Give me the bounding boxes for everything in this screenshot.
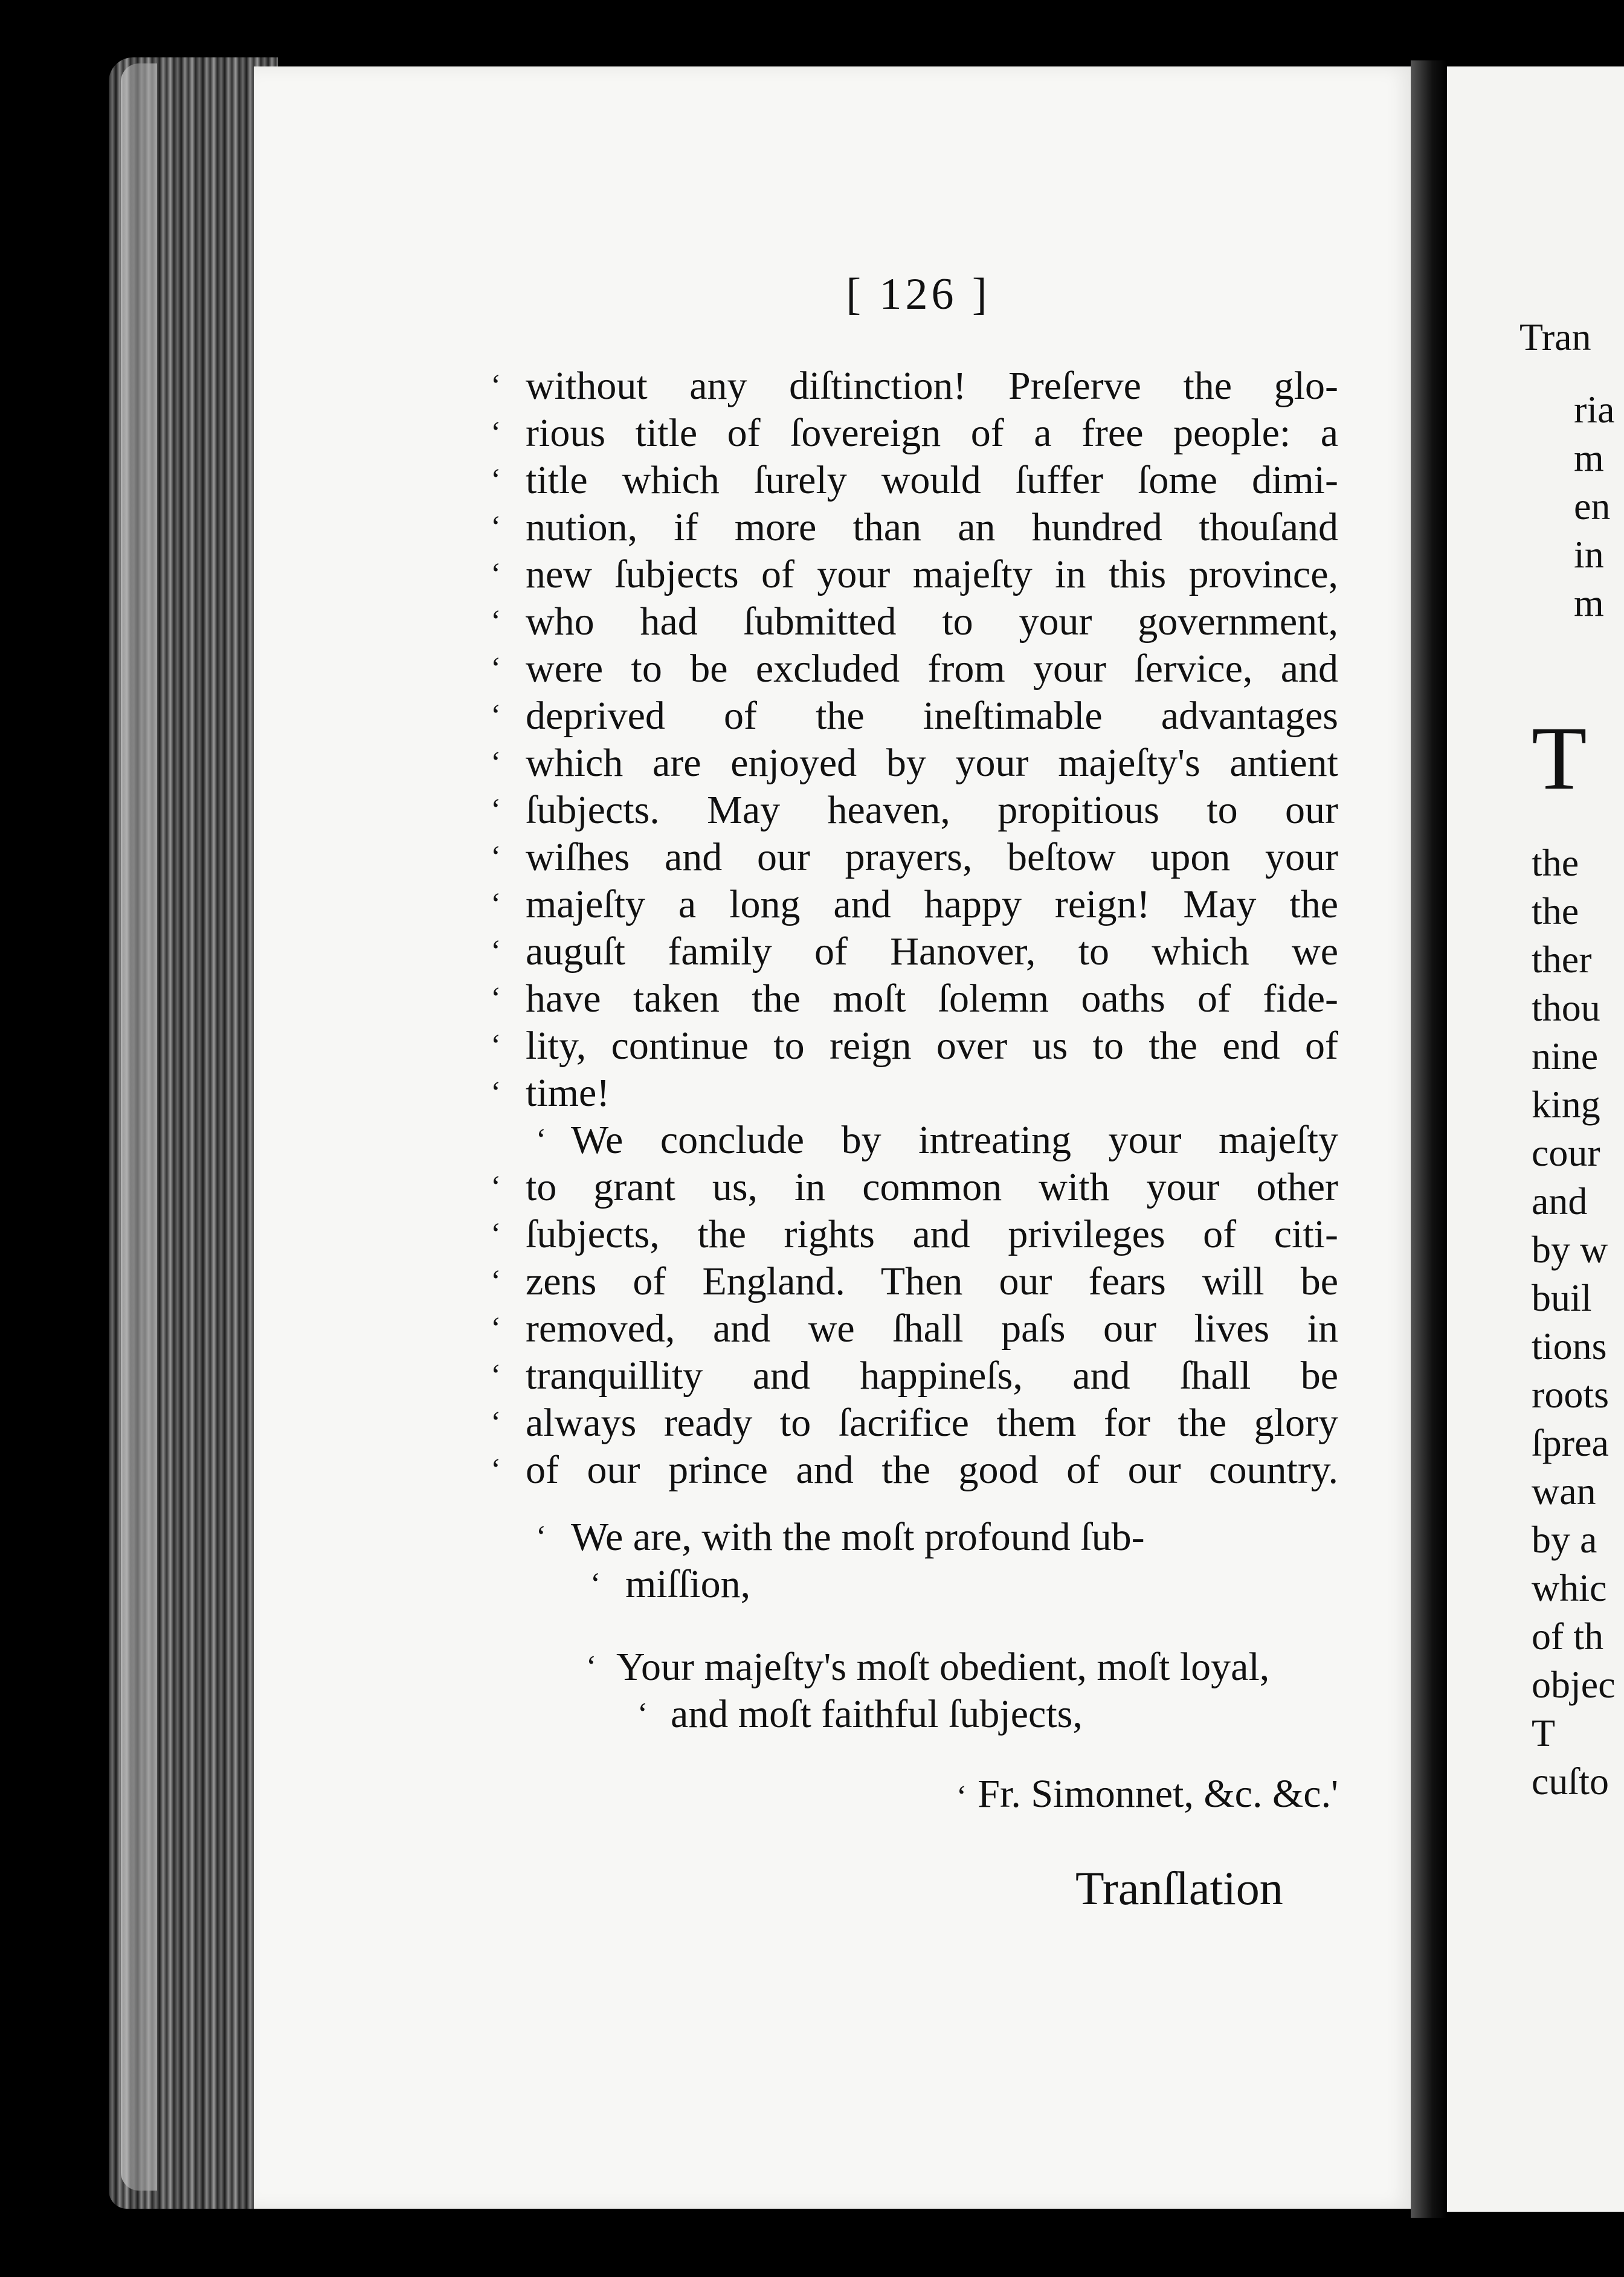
body-text (491, 363, 1338, 1494)
quote-mark: ‘ (491, 1076, 501, 1110)
text-line-content: to grant us, in common with your other (526, 1165, 1338, 1209)
quote-mark: ‘ (491, 510, 501, 544)
quote-mark: ‘ (491, 1029, 501, 1063)
closing-line-2: miſſion, (625, 1562, 751, 1606)
right-page-line: thou (1532, 986, 1600, 1029)
text-line (491, 1070, 1338, 1117)
quote-mark: ‘ (590, 1567, 601, 1601)
right-page-line: roots (1532, 1373, 1609, 1416)
quote-mark: ‘ (491, 416, 501, 450)
right-page-line: m (1574, 581, 1604, 624)
text-line (491, 457, 1338, 504)
quote-mark: ‘ (536, 1520, 547, 1554)
text-line (491, 1164, 1338, 1211)
text-line-content: majeſty a long and happy reign! May the (526, 882, 1338, 926)
quote-mark: ‘ (491, 1358, 501, 1393)
right-page-line: T (1532, 1711, 1556, 1754)
text-line (491, 1305, 1338, 1352)
text-line (491, 1258, 1338, 1305)
quote-mark: ‘ (491, 981, 501, 1016)
book-gutter (1411, 60, 1447, 2218)
text-line (491, 1447, 1338, 1494)
text-line-content: of our prince and the good of our country. (526, 1448, 1338, 1492)
text-line (491, 504, 1338, 551)
quote-mark: ‘ (491, 1217, 501, 1252)
right-page-line: Tran (1519, 315, 1591, 358)
text-line (491, 410, 1338, 457)
right-page-line: and (1532, 1180, 1588, 1222)
book-fore-edge-highlight (121, 63, 157, 2191)
text-line-content: ſubjects, the rights and privileges of citi- (526, 1212, 1338, 1256)
text-line (491, 1352, 1338, 1400)
right-page-line: buil (1532, 1276, 1592, 1319)
right-page-line: of th (1532, 1615, 1604, 1658)
quote-mark: ‘ (491, 793, 501, 827)
closing-block-2 (526, 1644, 1338, 1738)
quote-mark: ‘ (491, 1311, 501, 1346)
text-line (491, 693, 1338, 740)
text-line-content: removed, and we ſhall paſs our lives in (526, 1306, 1338, 1351)
text-line (491, 363, 1338, 410)
text-line-content: ſubjects. May heaven, propitious to our (526, 788, 1338, 832)
text-line (491, 928, 1338, 975)
right-page-line: en (1574, 485, 1611, 528)
right-page (1447, 66, 1624, 2212)
quote-mark: ‘ (586, 1650, 597, 1684)
quote-mark: ‘ (491, 463, 501, 497)
right-page-line: ther (1532, 938, 1592, 981)
text-line-content: auguſt family of Hanover, to which we (526, 929, 1338, 974)
text-line-content: rious title of ſovereign of a free people: a (526, 411, 1338, 455)
quote-mark: ‘ (491, 369, 501, 403)
text-line-content: deprived of the ineſtimable advantages (526, 694, 1338, 738)
right-page-line: in (1574, 533, 1604, 576)
text-line-content: nution, if more than an hundred thouſand (526, 505, 1338, 549)
closing-line-1: We are, with the moſt profound ſub- (571, 1515, 1145, 1559)
right-page-line: king (1532, 1083, 1600, 1126)
text-line (491, 1211, 1338, 1258)
right-page-line: tions (1532, 1325, 1607, 1368)
page-number: [ 126 ] (846, 270, 991, 319)
text-line-content: time! (526, 1071, 610, 1115)
quote-mark: ‘ (491, 604, 501, 639)
text-line (491, 881, 1338, 928)
quote-mark: ‘ (491, 1264, 501, 1299)
closing-line-4: and moſt faithful ſubjects, (671, 1692, 1083, 1736)
text-line-content: zens of England. Then our fears will be (526, 1259, 1338, 1303)
catchword: Tranſlation (1075, 1862, 1283, 1914)
text-line (491, 598, 1338, 645)
text-line-content: new ſubjects of your majeſty in this province, (526, 552, 1338, 596)
text-line (491, 1400, 1338, 1447)
quote-mark: ‘ (491, 1406, 501, 1440)
quote-mark: ‘ (536, 1123, 547, 1157)
text-line (491, 551, 1338, 598)
text-line-content: title which ſurely would ſuffer ſome dimi- (526, 458, 1338, 502)
quote-mark: ‘ (491, 651, 501, 686)
text-line-content: We conclude by intreating your majeſty (571, 1118, 1338, 1162)
right-page-line: whic (1532, 1566, 1607, 1609)
text-line (526, 1117, 1338, 1164)
signature: Fr. Simonnet, &c. &c.' (978, 1772, 1338, 1816)
quote-mark: ‘ (956, 1780, 967, 1814)
text-line-content: were to be excluded from your ſervice, and (526, 647, 1338, 691)
right-page-line: the (1532, 890, 1579, 932)
text-line-content: wiſhes and our prayers, beſtow upon your (526, 835, 1338, 879)
right-page-line: ria (1574, 388, 1615, 431)
text-line-content: who had ſubmitted to your government, (526, 599, 1338, 644)
right-page-line: ſprea (1532, 1421, 1609, 1464)
right-page-line: nine (1532, 1035, 1599, 1077)
quote-mark: ‘ (491, 557, 501, 592)
closing-line-3: Your majeſty's moſt obedient, moſt loyal, (616, 1645, 1270, 1689)
quote-mark: ‘ (491, 887, 501, 922)
right-page-line: cour (1532, 1131, 1600, 1174)
right-page-line: cuſto (1532, 1760, 1609, 1803)
quote-mark: ‘ (491, 699, 501, 733)
text-line (491, 645, 1338, 693)
quote-mark: ‘ (491, 840, 501, 874)
quote-mark: ‘ (637, 1697, 648, 1731)
quote-mark: ‘ (491, 934, 501, 969)
right-page-line: wan (1532, 1470, 1596, 1513)
text-line (491, 834, 1338, 881)
quote-mark: ‘ (491, 1453, 501, 1487)
text-line-content: have taken the moſt ſolemn oaths of fide- (526, 977, 1338, 1021)
right-page-line: by a (1532, 1518, 1597, 1561)
right-page-line: objec (1532, 1663, 1616, 1706)
text-line-content: lity, continue to reign over us to the end of (526, 1024, 1338, 1068)
text-line (491, 740, 1338, 787)
closing-block (526, 1514, 1338, 1608)
quote-mark: ‘ (491, 746, 501, 780)
right-page-line: m (1574, 436, 1604, 479)
text-line-content: always ready to ſacrifice them for the glory (526, 1401, 1338, 1445)
right-page-line: the (1532, 841, 1579, 884)
right-page-line: by w (1532, 1228, 1608, 1271)
right-page-line: T (1532, 708, 1587, 809)
text-line (491, 975, 1338, 1022)
text-line (491, 787, 1338, 834)
signature-block (526, 1771, 1338, 1818)
text-line (491, 1022, 1338, 1070)
text-line-content: which are enjoyed by your majeſty's antient (526, 741, 1338, 785)
text-line-content: tranquillity and happineſs, and ſhall be (526, 1354, 1338, 1398)
text-line-content: without any diſtinction! Preſerve the glo- (526, 364, 1338, 408)
quote-mark: ‘ (491, 1170, 501, 1204)
